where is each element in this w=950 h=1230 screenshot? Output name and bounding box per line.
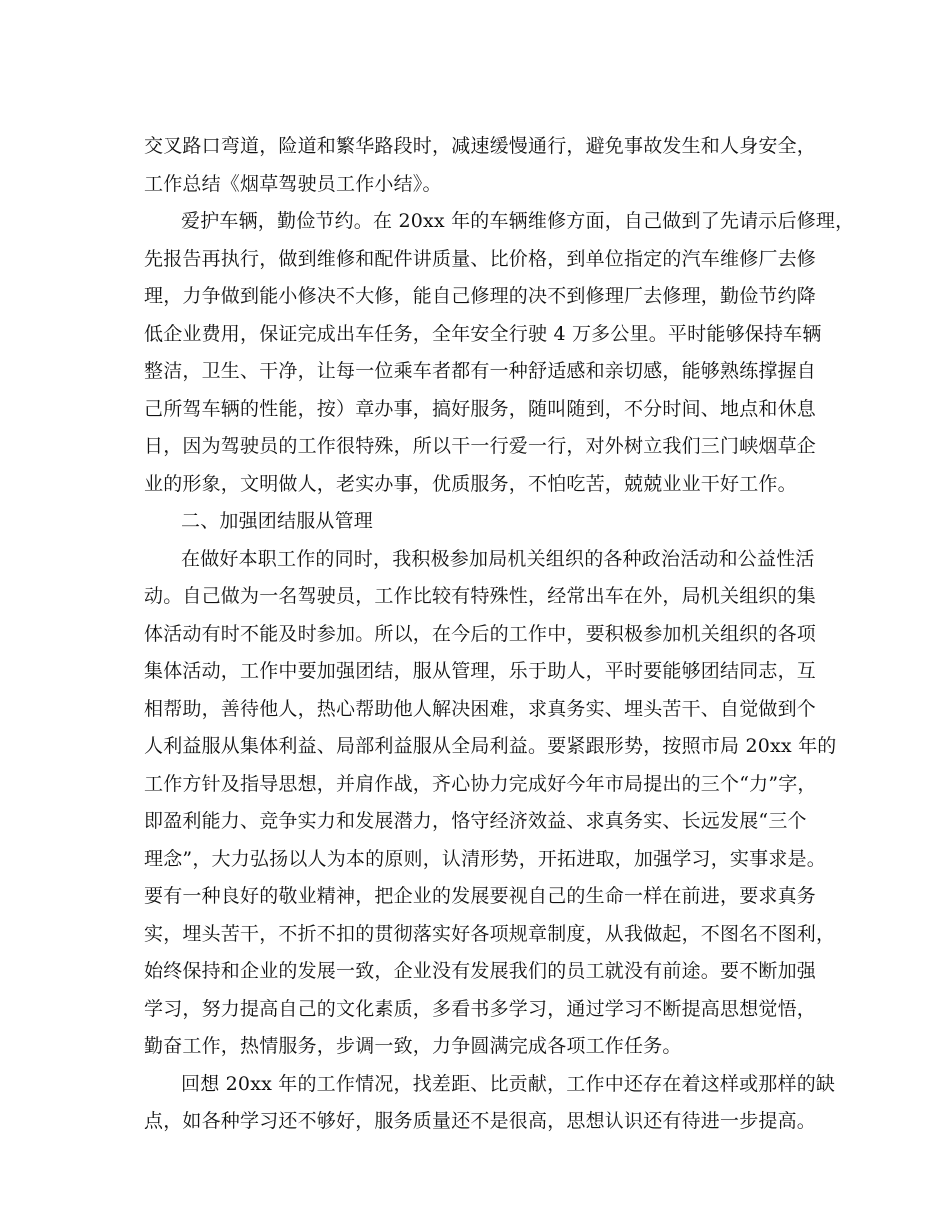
section-heading: 二、加强团结服从管理 [181,510,374,532]
text-line: 集体活动，工作中要加强团结，服从管理，乐于助人，平时要能够团结同志，互 [144,660,817,682]
document-body [144,128,855,1141]
text-line: 交叉路口弯道，险道和繁华路段时，减速缓慢通行，避免事故发生和人身安全， [144,135,817,157]
text-line: 相帮助，善待他人，热心帮助他人解决困难，求真务实、埋头苦干、自觉做到个 [144,697,817,720]
text-line: 点，如各种学习还不够好，服务质量还不是很高，思想认识还有待进一步提高。 [144,1110,817,1132]
text-line: 勤奋工作，热情服务，步调一致，力争圆满完成各项工作任务。 [144,1035,682,1057]
text-line: 低企业费用，保证完成出车任务，全年安全行驶 4 万多公里。平时能够保持车辆 [144,322,822,345]
text-line: 理，力争做到能小修决不大修，能自己修理的决不到修理厂去修理，勤俭节约降 [144,285,817,307]
paragraph-start-line: 在做好本职工作的同时，我积极参加局机关组织的各种政治活动和公益性活 [181,547,815,570]
paragraph-start-line: 爱护车辆，勤俭节约。在 20xx 年的车辆维修方面，自己做到了先请示后修理， [181,210,855,232]
text-line: 动。自己做为一名驾驶员，工作比较有特殊性，经常出车在外，局机关组织的集 [144,585,817,607]
text-line: 人利益服从集体利益、局部利益服从全局利益。要紧跟形势，按照市局 20xx 年的 [144,735,837,757]
text-line: 工作总结《烟草驾驶员工作小结》。 [144,172,442,195]
text-line: 要有一种良好的敬业精神，把企业的发展要视自己的生命一样在前进，要求真务 [144,885,817,907]
text-line: 实，埋头苦干，不折不扣的贯彻落实好各项规章制度，从我做起，不图名不图利， [144,922,836,945]
text-line: 日，因为驾驶员的工作很特殊，所以干一行爱一行，对外树立我们三门峡烟草企 [144,435,817,457]
text-line: 工作方针及指导思想，并肩作战，齐心协力完成好今年市局提出的三个“力”字， [144,772,817,795]
paragraph-start-line: 回想 20xx 年的工作情况，找差距、比贡献，工作中还存在着这样或那样的缺 [181,1072,836,1095]
text-line: 业的形象，文明做人，老实办事，优质服务，不怕吃苦，兢兢业业干好工作。 [144,472,797,495]
text-line: 体活动有时不能及时参加。所以，在今后的工作中，要积极参加机关组织的各项 [144,622,817,645]
text-line: 即盈利能力、竞争实力和发展潜力，恪守经济效益、求真务实、长远发展“三个 [144,810,807,832]
text-line: 理念”，大力弘扬以人为本的原则，认清形势，开拓进取，加强学习，实事求是。 [144,847,826,870]
text-line: 先报告再执行，做到维修和配件讲质量、比价格，到单位指定的汽车维修厂去修 [144,247,817,270]
text-line: 整洁，卫生、干净，让每一位乘车者都有一种舒适感和亲切感，能够熟练撑握自 [144,360,817,382]
text-line: 始终保持和企业的发展一致，企业没有发展我们的员工就没有前途。要不断加强 [144,960,817,982]
text-line: 己所驾车辆的性能，按）章办事，搞好服务，随叫随到，不分时间、地点和休息 [144,397,817,420]
text-line: 学习，努力提高自己的文化素质，多看书多学习，通过学习不断提高思想觉悟， [144,997,817,1020]
